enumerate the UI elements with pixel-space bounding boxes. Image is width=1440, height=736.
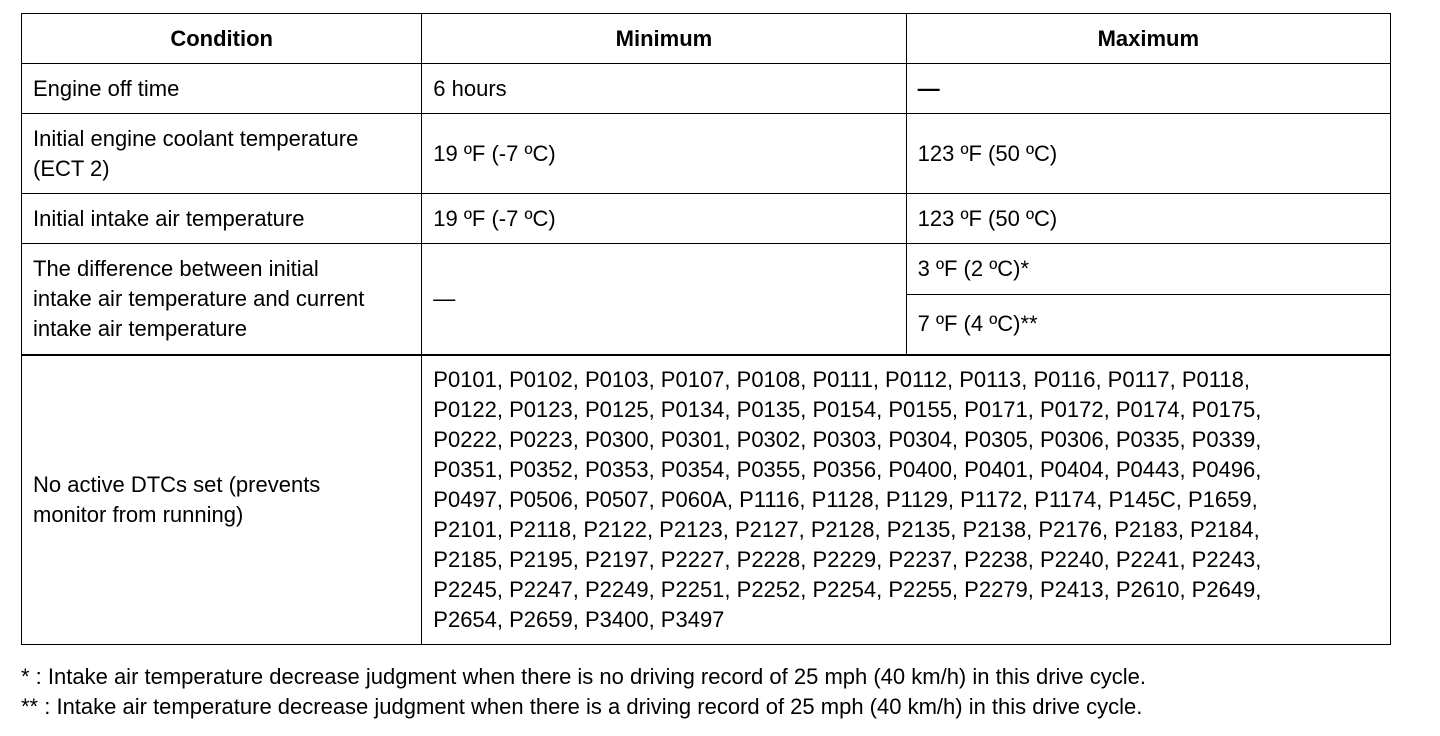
condition-cell [22,114,422,194]
condition-cell [22,244,422,355]
header-condition: Condition [22,14,422,64]
minimum-cell: — [422,244,906,355]
footnote-double-asterisk: ** : Intake air temperature decrease judgment when there is a driving record of 25 mph (40 km/h) in this drive cycle. [21,694,1143,719]
minimum-cell: 19 ºF (-7 ºC) [422,194,906,244]
condition-cell: Initial intake air temperature [22,194,422,244]
table-row [22,355,1391,645]
minimum-cell: 19 ºF (-7 ºC) [422,114,906,194]
condition-cell [22,355,422,645]
maximum-cell-a: 3 ºF (2 ºC)* [906,244,1390,295]
dtc-line: P0497, P0506, P0507, P060A, P1116, P1128, P1129, P1172, P1174, P145C, P1659, [433,486,1258,512]
condition-line: Initial engine coolant temperature [33,125,359,151]
table-row [22,64,1391,114]
header-maximum: Maximum [906,14,1390,64]
condition-line: intake air temperature [33,315,247,341]
header-row [22,14,1391,64]
dtc-line: P0122, P0123, P0125, P0134, P0135, P0154, P0155, P0171, P0172, P0174, P0175, [433,396,1262,422]
maximum-cell: 123 ºF (50 ºC) [906,114,1390,194]
maximum-cell: — [906,64,1390,114]
header-minimum: Minimum [422,14,906,64]
table-row [22,114,1391,194]
dtc-line: P2101, P2118, P2122, P2123, P2127, P2128, P2135, P2138, P2176, P2183, P2184, [433,516,1260,542]
footnotes [21,662,1146,722]
condition-line: monitor from running) [33,501,244,527]
condition-line: (ECT 2) [33,155,110,181]
condition-line: No active DTCs set (prevents [33,471,321,497]
minimum-cell: 6 hours [422,64,906,114]
table-row [22,244,1391,295]
dtc-line: P2654, P2659, P3400, P3497 [433,606,725,632]
dtc-line: P2245, P2247, P2249, P2251, P2252, P2254, P2255, P2279, P2413, P2610, P2649, [433,576,1262,602]
condition-line: The difference between initial [33,255,319,281]
maximum-cell: 123 ºF (50 ºC) [906,194,1390,244]
condition-cell: Engine off time [22,64,422,114]
dtc-line: P0222, P0223, P0300, P0301, P0302, P0303, P0304, P0305, P0306, P0335, P0339, [433,426,1262,452]
footnote-single-asterisk: * : Intake air temperature decrease judgment when there is no driving record of 25 mph (40 km/h) in this drive cycle. [21,664,1146,689]
dtc-line: P0101, P0102, P0103, P0107, P0108, P0111, P0112, P0113, P0116, P0117, P0118, [433,366,1250,392]
condition-line: intake air temperature and current [33,285,365,311]
dtc-line: P2185, P2195, P2197, P2227, P2228, P2229, P2237, P2238, P2240, P2241, P2243, [433,546,1262,572]
conditions-table [21,13,1391,645]
dtc-line: P0351, P0352, P0353, P0354, P0355, P0356, P0400, P0401, P0404, P0443, P0496, [433,456,1262,482]
table-row [22,194,1391,244]
dtc-list-cell [422,355,1391,645]
maximum-cell-b: 7 ºF (4 ºC)** [906,295,1390,355]
